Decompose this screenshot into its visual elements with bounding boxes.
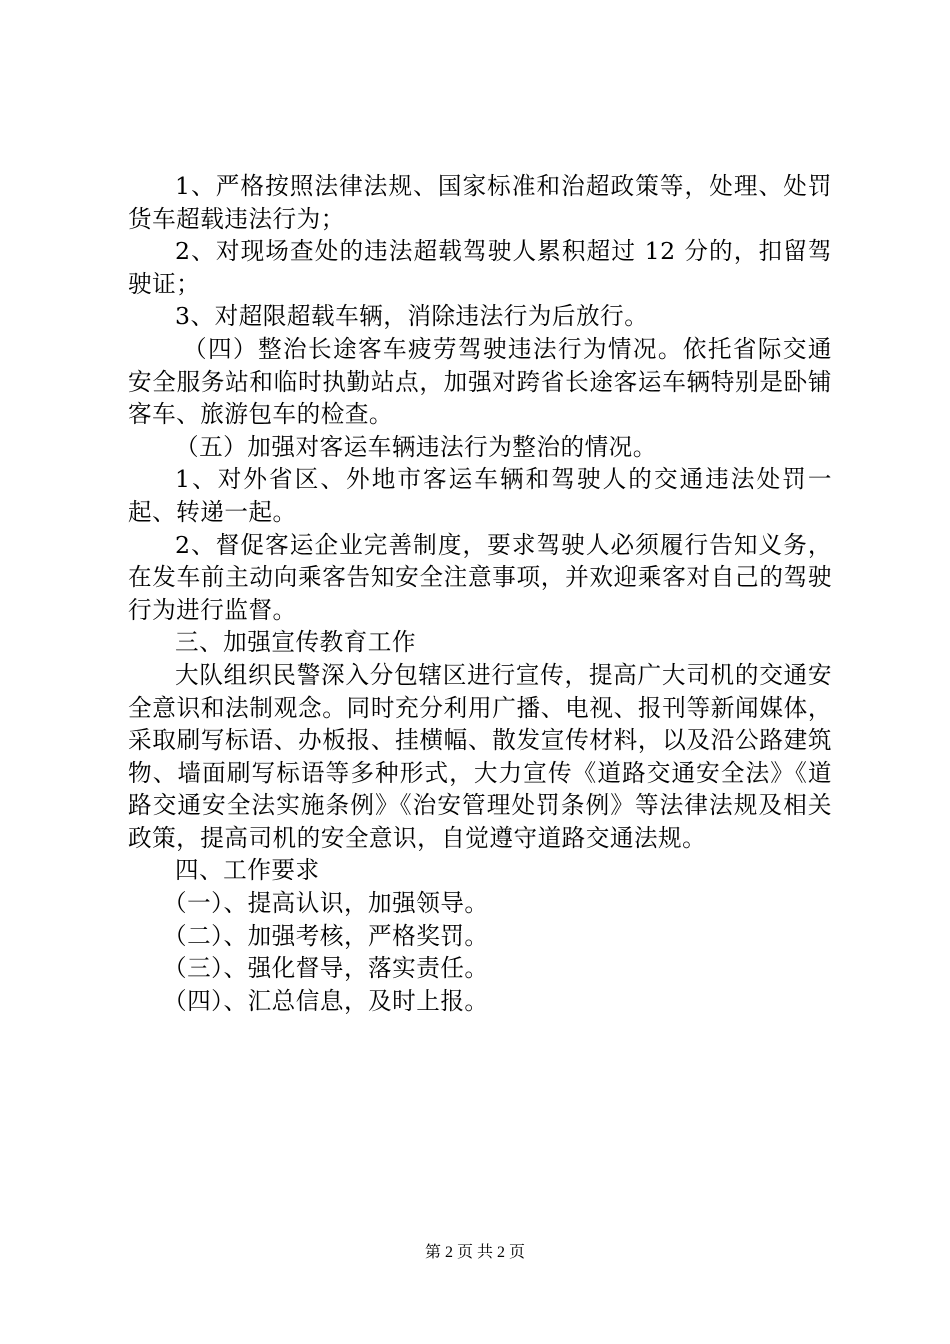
paragraph-6: 1、对外省区、外地市客运车辆和驾驶人的交通违法处罚一起、转递一起。	[128, 465, 832, 526]
document-body	[128, 170, 832, 1017]
paragraph-4: （四）整治长途客车疲劳驾驶违法行为情况。依托省际交通安全服务站和临时执勤站点，加强对跨省长途客运车辆特别是卧铺客车、旅游包车的检查。	[128, 334, 832, 429]
paragraph-7: 2、督促客运企业完善制度，要求驾驶人必须履行告知义务，在发车前主动向乘客告知安全注意事项，并欢迎乘客对自己的驾驶行为进行监督。	[128, 530, 832, 624]
section-heading-3: 三、加强宣传教育工作	[175, 628, 416, 657]
list-item-3: （三）、强化督导，落实责任。	[163, 954, 489, 983]
paragraph-9: 大队组织民警深入分包辖区进行宣传，提高广大司机的交通安全意识和法制观念。同时充分利用广播、电视、报刊等新闻媒体，采取刷写标语、办板报、挂横幅、散发宣传材料，以及沿公路建筑物、墙面刷写标语等多种形式，大力宣传《道路交通安全法》《道路交通安全法实施条例》《治安管理处罚条例》等法律法规及相关政策，提高司机的安全意识，自觉遵守道路交通法规。	[128, 660, 832, 852]
paragraph-1: 1、严格按照法律法规、国家标准和治超政策等，处理、处罚货车超载违法行为；	[128, 172, 832, 233]
list-item-4: （四）、汇总信息，及时上报。	[163, 986, 489, 1015]
list-item-2: （二）、加强考核，严格奖罚。	[163, 921, 489, 950]
paragraph-2: 2、对现场查处的违法超载驾驶人累积超过 12 分的，扣留驾驶证；	[128, 237, 832, 298]
paragraph-5: （五）加强对客运车辆违法行为整治的情况。	[175, 432, 657, 461]
list-item-1: （一）、提高认识，加强领导。	[163, 889, 489, 918]
section-heading-4: 四、工作要求	[175, 856, 320, 885]
paragraph-3: 3、对超限超载车辆，消除违法行为后放行。	[175, 302, 649, 331]
page-footer: 第 2 页 共 2 页	[424, 1244, 525, 1261]
